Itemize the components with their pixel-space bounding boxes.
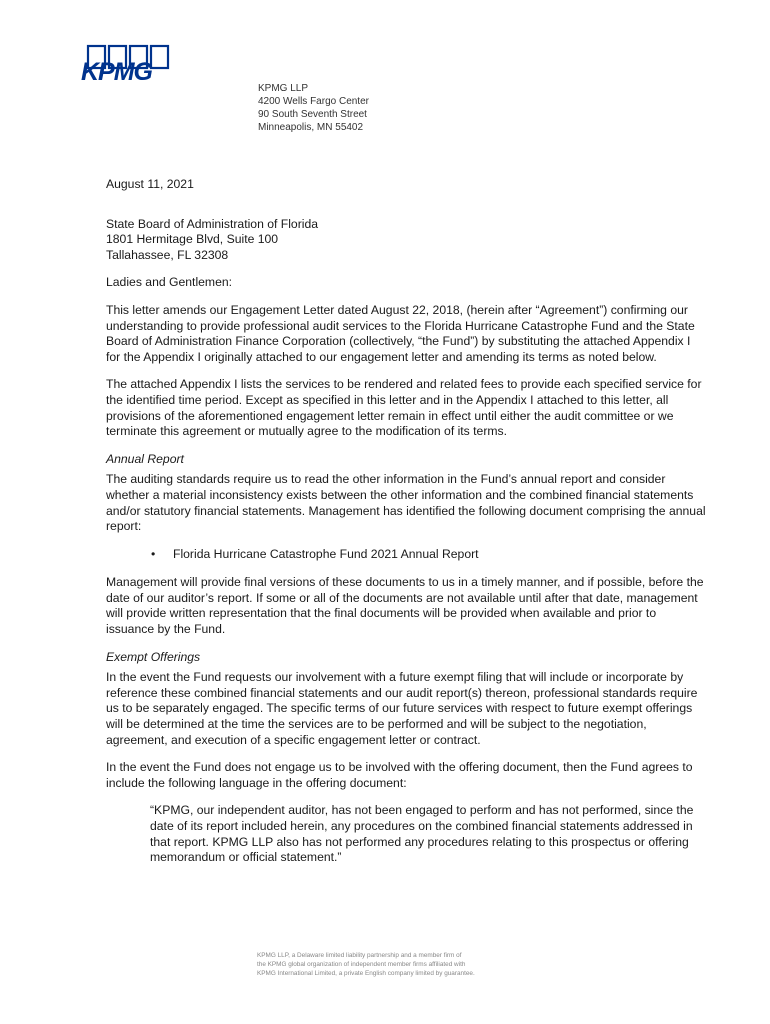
sender-firm: KPMG LLP (258, 83, 309, 94)
salutation: Ladies and Gentlemen: (106, 275, 233, 290)
paragraph-appendix: The attached Appendix I lists the services to be rendered and related fees to provide each specified service for the identified time period. Except as specified in this letter and in the Appendix I attached to this letter, all provisions of the aforementioned engagement letter remain in effect until either the audit committee or we terminate this agreement or mutually agree to the modification of its terms. (106, 377, 702, 439)
recipient-line1: State Board of Administration of Florida (106, 216, 319, 231)
sender-address (258, 82, 369, 134)
sender-address-line3: Minneapolis, MN 55402 (258, 122, 364, 133)
kpmg-logo (80, 44, 176, 86)
legal-footer (257, 951, 517, 978)
paragraph-exempt-filing: In the event the Fund requests our involvement with a future exempt filing that will include or incorporate by reference these combined financial statements and our audit report(s) thereon, professional standards require us to be separately engaged. The specific terms of our future services with respect to future exempt offerings will be determined at the time the services are to be performed and will be subject to the negotiation, agreement, and execution of a specific engagement letter or contract. (106, 670, 698, 747)
paragraph-annual-report: The auditing standards require us to read the other information in the Fund’s annual report and consider whether a material inconsistency exists between the other information and the combined financial statements and/or statutory financial statements. Management has identified the following document comprising the annual report: (106, 472, 706, 534)
list-item (106, 547, 706, 563)
paragraph-amendment: This letter amends our Engagement Letter dated August 22, 2018, (herein after “Agreement”) confirming our understanding to provide professional audit services to the Florida Hurricane Catastrophe Fund and the State Board of Administration Finance Corporation (collectively, “the Fund”) by substituting the attached Appendix I for the Appendix I originally attached to our engagement letter and amending its terms as noted below. (106, 302, 695, 364)
offering-quote: “KPMG, our independent auditor, has not been engaged to perform and has not performed, since the date of its report included herein, any procedures on the combined financial statements addressed in that report. KPMG LLP also has not performed any procedures relating to this prospectus or offering memorandum or official statement.” (150, 803, 694, 865)
recipient-line3: Tallahassee, FL 32308 (106, 247, 229, 262)
kpmg-logo-text: KPMG (81, 58, 152, 86)
kpmg-logo-graphic (80, 44, 176, 86)
letter-body (106, 177, 706, 878)
footer-line2: the KPMG global organization of independent member firms affiliated with (257, 961, 466, 968)
heading-annual-report: Annual Report (106, 451, 184, 466)
footer-line1: KPMG LLP, a Delaware limited liability partnership and a member firm of (257, 952, 462, 959)
sender-address-line2: 90 South Seventh Street (258, 109, 367, 120)
heading-exempt-offerings: Exempt Offerings (106, 649, 201, 664)
list-item-text: Florida Hurricane Catastrophe Fund 2021 Annual Report (173, 546, 479, 561)
paragraph-final-versions: Management will provide final versions of these documents to us in a timely manner, and if possible, before the date of our auditor’s report. If some or all of the documents are not available until after that date, management will provide written representation that the final documents will be provided when available and prior to issuance by the Fund. (106, 575, 704, 637)
recipient-line2: 1801 Hermitage Blvd, Suite 100 (106, 232, 279, 247)
footer-line3: KPMG International Limited, a private English company limited by guarantee. (257, 970, 475, 977)
sender-address-line1: 4200 Wells Fargo Center (258, 96, 369, 107)
letter-date: August 11, 2021 (106, 177, 194, 191)
bullet-icon: • (151, 546, 156, 561)
paragraph-offering-language: In the event the Fund does not engage us to be involved with the offering document, then the Fund agrees to include the following language in the offering document: (106, 760, 693, 790)
recipient-address (106, 217, 706, 264)
